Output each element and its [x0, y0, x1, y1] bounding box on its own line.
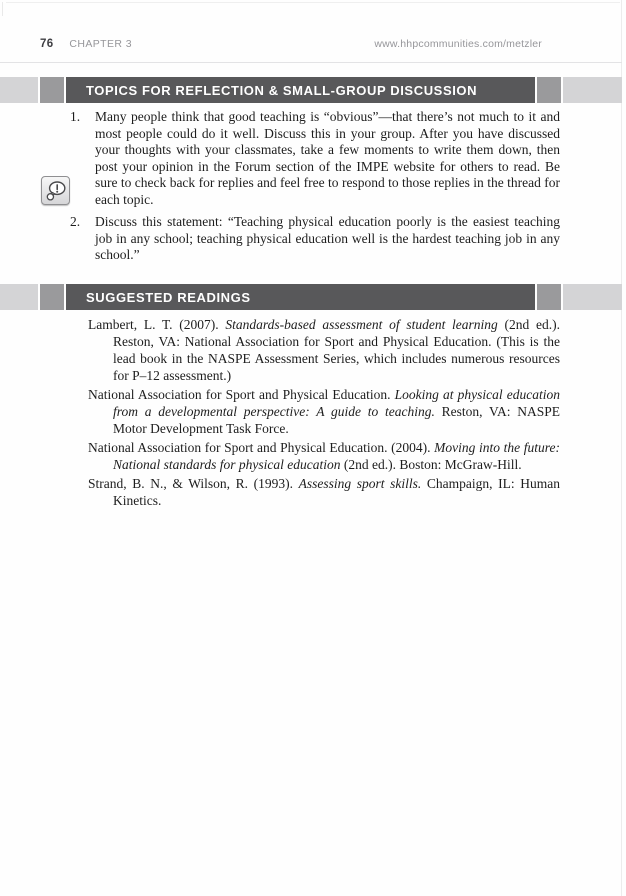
- reference-entry: National Association for Sport and Physical Education. (2004). Moving into the future: National standards for physical education (2nd ed.). Boston: McGraw-Hill.: [88, 440, 560, 472]
- reference-entry: National Association for Sport and Physical Education. Looking at physical education from a developmental perspective: A guide to teaching. Reston, VA: NASPE Motor Development Task Force.: [88, 387, 560, 436]
- banner-square-left: [40, 284, 64, 310]
- scan-edge-right: [621, 0, 622, 896]
- banner-strip-left: [0, 284, 38, 310]
- banner-strip-left: [0, 77, 38, 103]
- readings-banner: [0, 284, 622, 310]
- banner-square-right: [537, 284, 561, 310]
- discussion-topics-list: [70, 109, 560, 270]
- header-rule: [0, 62, 622, 63]
- readings-banner-bar: [66, 284, 535, 310]
- topics-banner-bar: [66, 77, 535, 103]
- suggested-readings-list: [88, 316, 560, 511]
- banner-square-left: [40, 77, 64, 103]
- topic-text: Discuss this statement: “Teaching physical education poorly is the easiest teaching job in any school; teaching physical education well is the hardest teaching job in any school.”: [95, 214, 560, 262]
- scan-edge-top: [6, 2, 620, 3]
- reference-entry: Strand, B. N., & Wilson, R. (1993). Assessing sport skills. Champaign, IL: Human Kinetics.: [88, 476, 560, 508]
- speech-bubbles-exclamation-icon: [44, 179, 67, 202]
- page-number: 76: [40, 38, 54, 50]
- topics-banner: [0, 77, 622, 103]
- page-header: [40, 38, 542, 53]
- scan-edge-left: [2, 2, 3, 16]
- discussion-forum-icon: [41, 176, 70, 205]
- readings-banner-title: SUGGESTED READINGS: [86, 289, 251, 305]
- topic-number: 1.: [70, 109, 81, 124]
- banner-square-right: [537, 77, 561, 103]
- header-url: www.hhpcommunities.com/metzler: [374, 38, 542, 50]
- banner-strip-right: [563, 77, 622, 103]
- chapter-label: CHAPTER 3: [69, 38, 132, 50]
- topic-text: Many people think that good teaching is “obvious”—that there’s not much to it and most people could do it well. Discuss this in your group. After you have discussed your thoughts with your classmates, take a few moments to write them down, then post your opinion in the Forum section of the IMPE website for others to read. Be sure to check back for replies and feel free to respond to those replies in the thread for each topic.: [95, 109, 560, 207]
- reference-entry: Lambert, L. T. (2007). Standards-based assessment of student learning (2nd ed.). Reston, VA: National Association for Sport and Physical Education. (This is the lead book in the NASPE Assessment Series, which includes numerous resources for P–12 assessment.): [88, 317, 561, 383]
- topics-banner-title: TOPICS FOR REFLECTION & SMALL-GROUP DISCUSSION: [86, 82, 478, 98]
- topic-item-2: [70, 214, 560, 264]
- topic-item-1: [70, 109, 560, 208]
- topic-number: 2.: [70, 214, 81, 229]
- banner-strip-right: [563, 284, 622, 310]
